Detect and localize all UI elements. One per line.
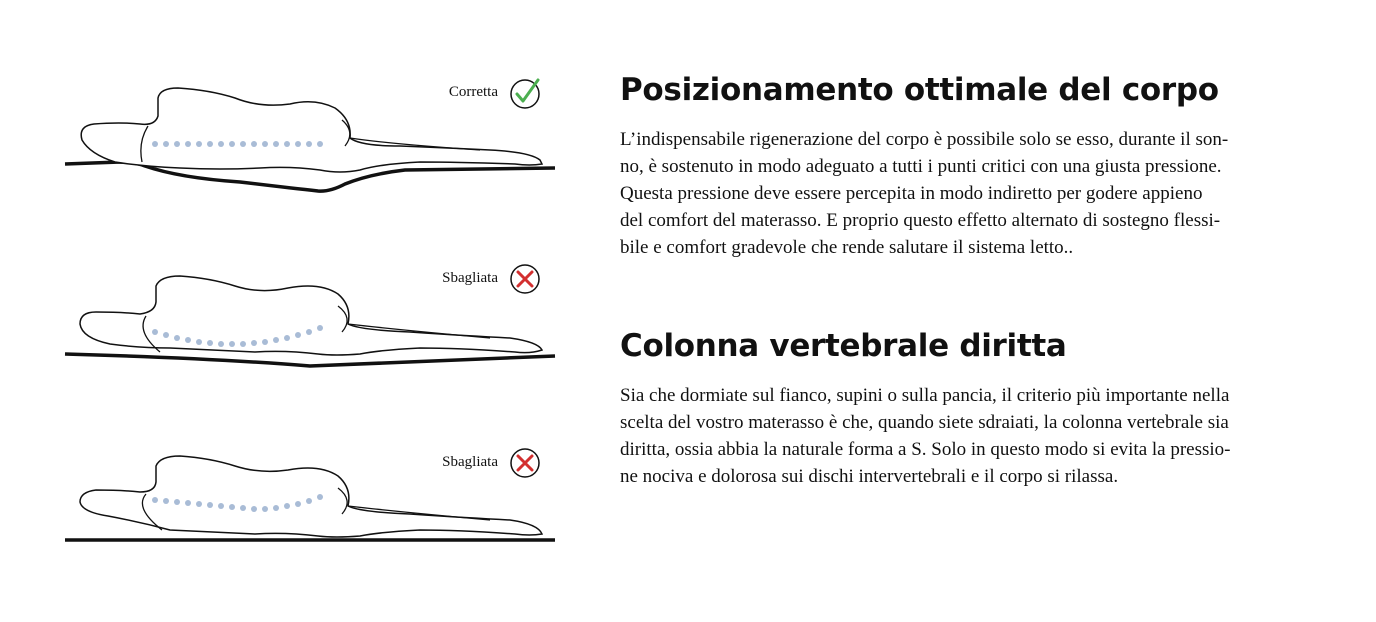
section-straight-spine xyxy=(620,328,1320,490)
figure-label: Sbagliata xyxy=(442,454,498,470)
section-paragraph: L’indispensabile rigenerazione del corpo è possibile solo se esso, durante il son- no, è sostenuto in modo adeguato a tutti i punti critici con una giusta pressione. Questa pressione deve essere percepita in modo indiretto per godere appieno del comfort del materasso. E proprio questo effetto alternato di sostegno flessi- bile e comfort gradevole che rende salutare il sistema letto.. xyxy=(620,129,1229,258)
figure-wrong-1 xyxy=(60,258,560,438)
section-title: Colonna vertebrale diritta xyxy=(620,328,1067,364)
figure-correct xyxy=(60,70,560,250)
section-title: Posizionamento ottimale del corpo xyxy=(620,72,1219,108)
section-paragraph: Sia che dormiate sul fianco, supini o sulla pancia, il criterio più importante nella scelta del vostro materasso è che, quando siete sdraiati, la colonna vertebrale sia diritta, ossia abbia la naturale forma a S. Solo in questo modo si evita la pressio- ne nociva e dolorosa sui dischi intervertebrali e il corpo si rilassa. xyxy=(620,385,1231,487)
check-circle-icon xyxy=(508,76,542,110)
figure-label: Sbagliata xyxy=(442,270,498,286)
figure-wrong-2 xyxy=(60,442,560,622)
x-circle-icon xyxy=(508,262,542,296)
section-body-positioning xyxy=(620,72,1320,261)
x-circle-icon xyxy=(508,446,542,480)
figure-label: Corretta xyxy=(448,84,498,100)
